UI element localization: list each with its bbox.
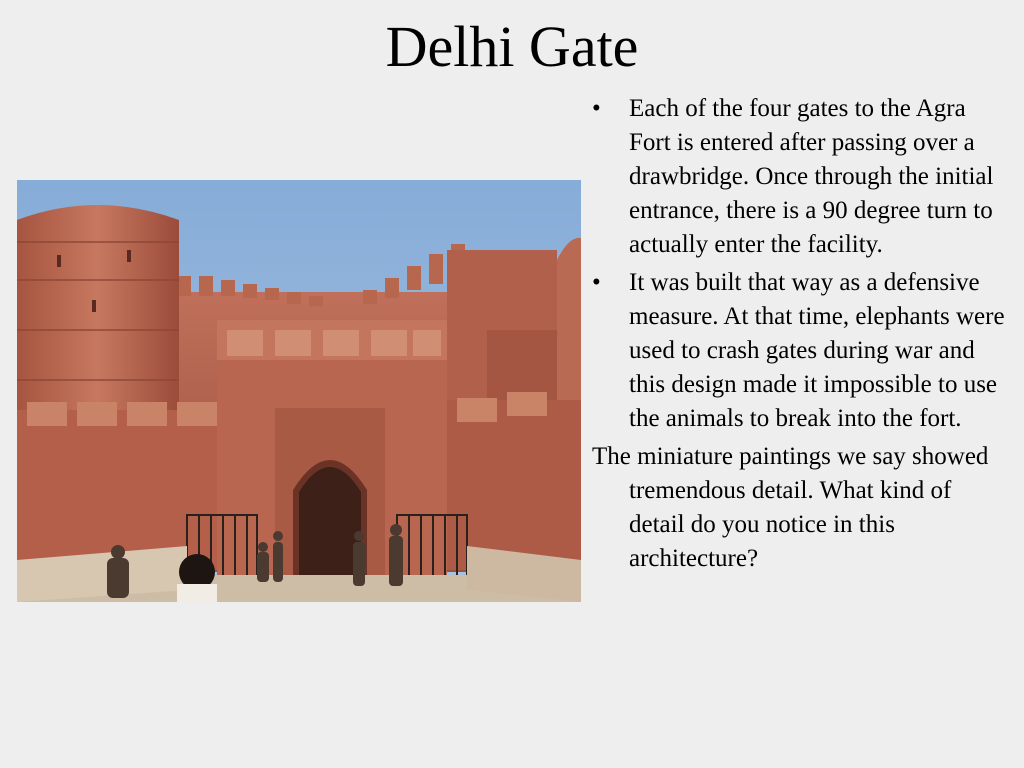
bullet-marker: • [592,269,601,296]
bullet-text: Each of the four gates to the Agra Fort is entered after passing over a drawbridge. Once through the initial entrance, there is a 90 degree turn to actually enter the facility. [629,95,994,258]
bullet-item [592,266,1012,436]
slide-textbox [592,92,1012,576]
bullet-text: It was built that way as a defensive measure. At that time, elephants were used to crash gates during war and this design made it impossible to use the animals to break into the fort. [629,269,1005,432]
bullet-marker: • [592,95,601,122]
slide-title: Delhi Gate [385,14,639,79]
bullet-list [592,92,1012,436]
bullet-item [592,92,1012,262]
delhi-gate-photo [17,180,581,602]
closing-question: The miniature paintings we say showed tremendous detail. What kind of detail do you notice in this architecture? [592,443,989,572]
